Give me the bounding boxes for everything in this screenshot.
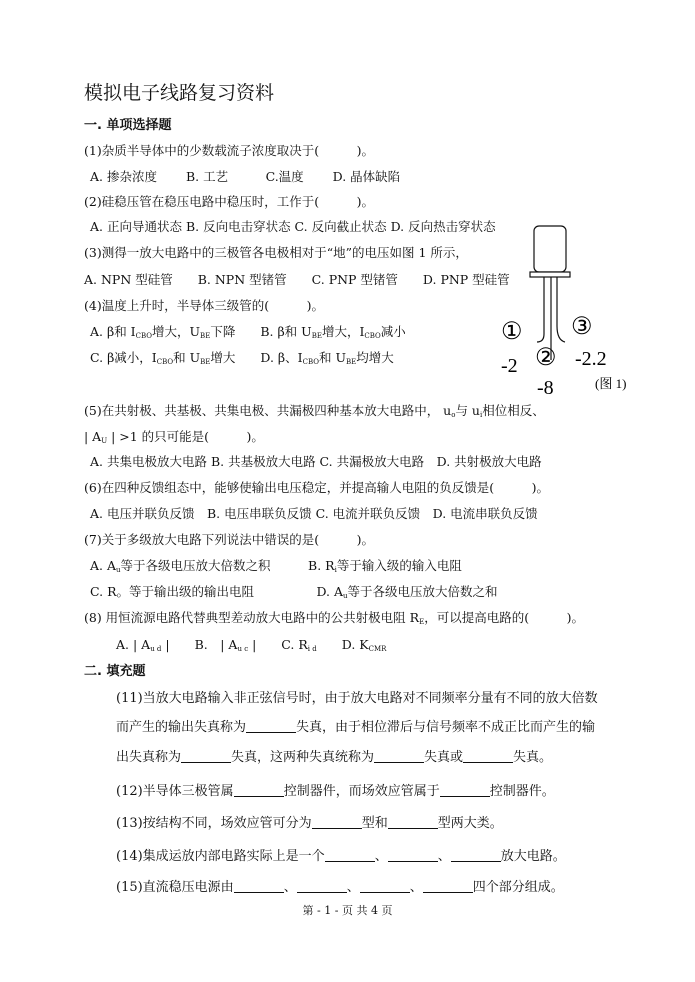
subscript: BE — [311, 332, 322, 340]
text-line — [116, 783, 555, 801]
text-segment: (14)集成运放内部电路实际上是一个 — [116, 849, 325, 864]
fill-in-blank — [374, 750, 424, 763]
text-line — [116, 690, 598, 708]
text-line — [90, 584, 498, 604]
text-segment: D. K — [316, 637, 369, 652]
fill-in-blank — [360, 880, 410, 893]
pin-2-label: ② — [535, 345, 557, 371]
text-segment: 二. 填充题 — [84, 664, 146, 679]
fill-in-blank — [440, 784, 490, 797]
text-segment: 失真，这两种失真统称为 — [231, 750, 375, 765]
text-segment: 、 — [409, 880, 423, 895]
fill-in-blank — [388, 816, 438, 829]
text-segment: (13)按结构不同，场效应管可分为 — [116, 816, 312, 831]
subscript: i — [479, 411, 483, 419]
text-segment: A. 正向导通状态 B. 反向电击穿状态 C. 反向截止状态 D. 反向热击穿状态 — [90, 219, 496, 234]
fill-in-blank — [388, 849, 438, 862]
text-segment: (8) 用恒流源电路代替典型差动放大电路中的公共射极电阻 R — [84, 610, 420, 625]
section-heading — [84, 664, 145, 680]
subscript: u c — [237, 645, 249, 653]
page-footer: 第 - 1 - 页 共 4 页 — [302, 904, 393, 917]
text-segment: | A — [84, 429, 102, 444]
subscript: BE — [200, 332, 211, 340]
text-segment: A. 掺杂浓度 B. 工艺 C.温度 D. 晶体缺陷 — [90, 169, 401, 184]
text-line — [116, 848, 566, 866]
pin-1-label: ① — [501, 319, 523, 345]
text-segment: 失真。 — [513, 750, 553, 765]
transistor-rim — [530, 272, 570, 277]
fill-in-blank — [423, 880, 473, 893]
fill-in-blank — [181, 750, 231, 763]
text-segment: 、 — [374, 849, 388, 864]
transistor-body — [534, 226, 566, 272]
text-line — [84, 298, 324, 314]
text-segment: (2)硅稳压管在稳压电路中稳压时，工作于( )。 — [84, 194, 374, 209]
text-segment: 增大 D. β、I — [210, 350, 303, 365]
text-segment: 出失真称为 — [116, 750, 182, 765]
text-segment: A. NPN 型硅管 B. NPN 型锗管 C. PNP 型锗管 D. PNP 型硅管 — [84, 272, 510, 287]
text-segment: 一. 单项选择题 — [84, 118, 172, 133]
section-heading — [84, 118, 171, 134]
text-line — [90, 350, 394, 370]
text-line — [116, 719, 595, 737]
text-segment: 等于输入级的输入电阻 — [336, 558, 462, 573]
text-segment: (6)在四种反馈组态中，能够使输出电压稳定，并提高输人电阻的负反馈是( )。 — [84, 480, 549, 495]
subscript: i d — [307, 645, 317, 653]
text-segment: 型两大类。 — [437, 816, 503, 831]
text-line — [90, 558, 462, 578]
text-segment: A. 电压并联负反馈 B. 电压串联负反馈 C. 电流并联负反馈 D. 电流串联负反馈 — [90, 506, 538, 521]
text-segment: (3)测得一放大电路中的三极管各电极相对于“地”的电压如图 1 所示， — [84, 245, 468, 260]
text-line — [84, 532, 374, 548]
text-segment: 与 u — [455, 403, 480, 418]
fill-in-blank — [246, 720, 296, 733]
subscript: CBO — [364, 332, 381, 340]
text-segment: 和 U — [173, 350, 201, 365]
text-segment: | C. R — [248, 637, 308, 652]
text-segment: 而产生的输出失真称为 — [116, 720, 247, 735]
text-segment: 增大，I — [321, 324, 365, 339]
pin-3-lead — [557, 277, 565, 342]
text-line — [116, 749, 552, 767]
text-segment: (11)当放大电路输入非正弦信号时，由于放大电路对不同频率分量有不同的放大倍数 — [116, 691, 598, 706]
pin-2-voltage: -8 — [537, 377, 554, 397]
text-line — [90, 324, 406, 344]
text-segment: (4)温度上升时，半导体三级管的( )。 — [84, 298, 324, 313]
fill-in-blank — [312, 816, 362, 829]
fill-in-blank — [234, 880, 284, 893]
text-line — [116, 815, 503, 833]
text-segment: A. A — [90, 558, 117, 573]
text-segment: 四个部分组成。 — [472, 880, 564, 895]
text-segment: 、 — [437, 849, 451, 864]
text-segment: 失真或 — [424, 750, 464, 765]
figure-caption: (图 1) — [595, 376, 627, 391]
text-segment: 、 — [346, 880, 360, 895]
subscript: BE — [200, 358, 211, 366]
text-segment: 相位相反、 — [482, 403, 545, 418]
text-segment: | >1 的只可能是( )。 — [107, 429, 264, 444]
text-segment: 型和 — [361, 816, 388, 831]
text-line — [84, 194, 374, 210]
text-segment: 等于各级电压放大倍数之积 B. R — [120, 558, 335, 573]
subscript: CMR — [368, 645, 387, 653]
subscript: u — [343, 592, 348, 600]
subscript: u d — [150, 645, 162, 653]
text-segment: | B. | A — [161, 637, 238, 652]
text-segment: 控制器件，而场效应管属于 — [283, 784, 440, 799]
subscript: U — [101, 437, 108, 445]
document-title: 模拟电子线路复习资料 — [84, 82, 275, 104]
text-segment: C. β减小，I — [90, 350, 157, 365]
text-segment: 下降 B. β和 U — [210, 324, 312, 339]
text-line — [84, 403, 545, 423]
subscript: CBO — [135, 332, 152, 340]
fill-in-blank — [451, 849, 501, 862]
text-segment: (7)关于多级放大电路下列说法中错误的是( )。 — [84, 532, 374, 547]
subscript: E — [419, 618, 425, 626]
text-segment: (15)直流稳压电源由 — [116, 880, 234, 895]
text-line — [84, 143, 374, 159]
text-segment: 减小 — [380, 324, 406, 339]
text-segment: 增大，U — [152, 324, 201, 339]
text-segment: 失真，由于相位滞后与信号频率不成正比而产生的输 — [296, 720, 596, 735]
transistor-figure — [495, 222, 645, 397]
text-segment: (5)在共射极、共基极、共集电极、共漏极四种基本放大电路中， u — [84, 403, 452, 418]
text-line — [116, 879, 564, 897]
text-line — [116, 637, 386, 657]
pin-1-lead — [537, 277, 544, 342]
text-line — [84, 272, 510, 288]
pin-3-label: ③ — [571, 314, 593, 340]
text-segment: 、 — [283, 880, 297, 895]
pin-3-voltage: -2.2 — [575, 348, 607, 370]
text-segment: A. | A — [116, 637, 151, 652]
text-segment: 均增大 — [356, 350, 394, 365]
subscript: i — [334, 566, 337, 574]
text-line — [84, 480, 549, 496]
text-line — [84, 429, 264, 449]
fill-in-blank — [325, 849, 375, 862]
text-segment: 和 U — [318, 350, 346, 365]
subscript: CBO — [302, 358, 319, 366]
text-line — [90, 169, 400, 185]
text-segment: 等于各级电压放大倍数之和 — [347, 584, 498, 599]
text-line — [84, 245, 468, 261]
pin-1-voltage: -2 — [501, 355, 518, 377]
fill-in-blank — [234, 784, 284, 797]
text-line — [90, 219, 496, 235]
text-segment: (12)半导体三极管属 — [116, 784, 234, 799]
text-line — [90, 506, 538, 522]
text-segment: 控制器件。 — [489, 784, 555, 799]
text-segment: ，可以提高电路的( )。 — [424, 610, 584, 625]
subscript: o — [451, 411, 456, 419]
text-segment: A. 共集电极放大电路 B. 共基极放大电路 C. 共漏极放大电路 D. 共射极放大电路 — [90, 454, 542, 469]
fill-in-blank — [297, 880, 347, 893]
text-line — [90, 454, 542, 470]
subscript: CBO — [156, 358, 174, 366]
text-line — [84, 610, 584, 630]
fill-in-blank — [463, 750, 513, 763]
text-segment: 放大电路。 — [500, 849, 566, 864]
text-segment: (1)杂质半导体中的少数载流子浓度取决于( )。 — [84, 143, 374, 158]
text-segment: C. R。等于输出级的输出电阻 D. A — [90, 584, 344, 599]
subscript: u — [116, 566, 121, 574]
subscript: BE — [345, 358, 357, 366]
text-segment: A. β和 I — [90, 324, 136, 339]
